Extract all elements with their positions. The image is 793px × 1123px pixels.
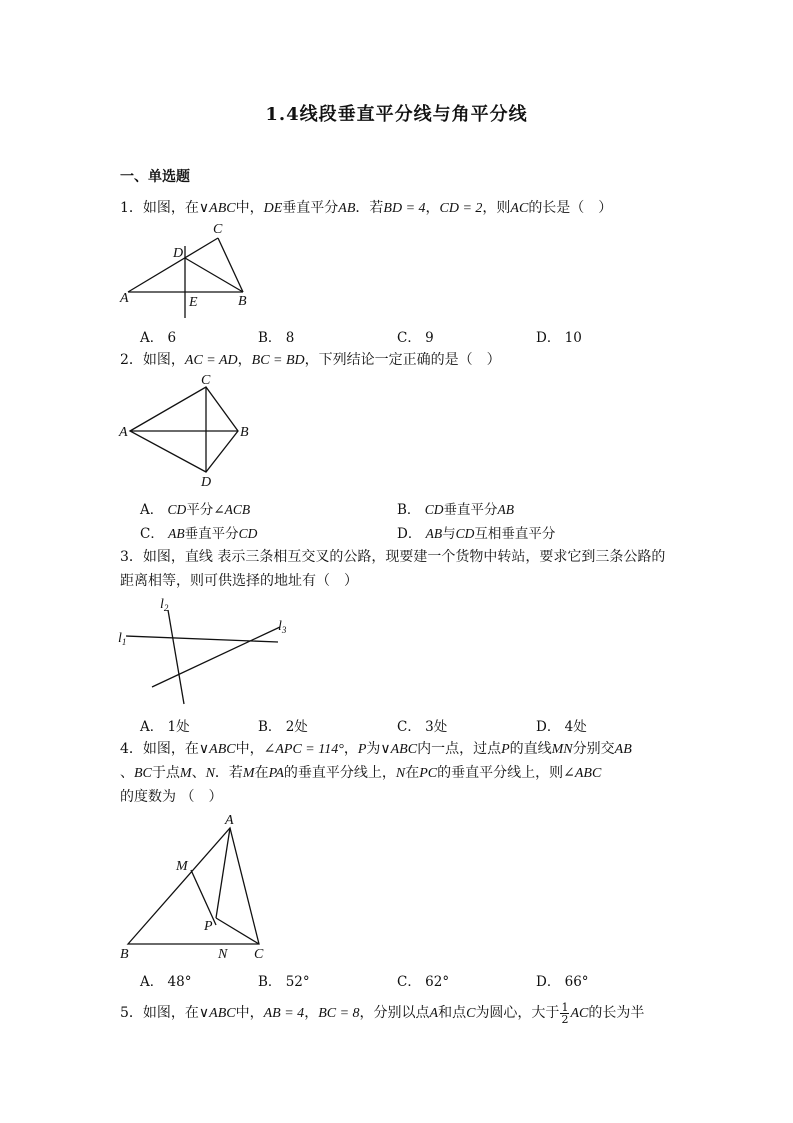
question-2-stem [120,348,501,373]
math-expr: A [429,1006,439,1021]
stem-text: 如图，在 [142,200,199,216]
label-e: E [189,295,198,310]
line-l3 [152,627,280,687]
math-expr: AB [338,201,356,216]
stem-text: ，则 [482,200,511,216]
stem-text: ， [425,200,440,216]
math-expr: DE [263,201,283,216]
stem-text: 的垂直平分线上，则 [437,765,564,781]
math-expr: ∨ABC [198,1006,236,1021]
stem-text: 如图，直线 表示三条相互交叉的公路，现要建一个货物中转站，要求它到三条公路的距离相等，则可供选择的地址有（ ） [120,549,666,589]
label-c: C [201,373,211,388]
label-m: M [176,859,188,874]
question-4-figure [116,810,276,966]
math-expr: M [242,766,255,781]
option-d[interactable]: D． 10 [536,330,582,346]
line-l2 [168,610,184,704]
option-b[interactable]: B． CD垂直平分AB [397,502,514,518]
question-5-stem [120,1001,644,1026]
math-expr: AB [614,742,632,757]
stem-text: ， [304,1005,319,1021]
math-expr: CD = 2 [439,201,483,216]
label-b: B [120,947,129,962]
question-number: 5． [120,1005,143,1021]
option-c[interactable]: C． 9 [397,330,434,346]
math-expr: BC = BD [251,353,305,368]
stem-text: 的长是（ ） [528,200,613,216]
option-c[interactable]: C． AB垂直平分CD [140,526,258,542]
stem-text: 为 [366,741,381,757]
math-expr: P [357,742,367,757]
math-expr: ∨ABC [198,201,236,216]
stem-text: ．若 [214,765,243,781]
option-b[interactable]: B． 52° [258,974,310,990]
math-expr: AC = AD [184,353,238,368]
label-n: N [218,947,228,962]
math-expr: ∨ABC [198,742,236,757]
option-c[interactable]: C． 62° [397,974,450,990]
question-number: 2． [120,352,143,368]
label-a: A [225,813,234,828]
quadrilateral-acbd [130,387,238,472]
label-c: C [254,947,264,962]
label-a: A [119,425,128,440]
segment-db [185,258,243,292]
math-expr: AB = 4 [263,1006,305,1021]
stem-text: 内一点，过点 [417,741,502,757]
math-expr: AC [510,201,529,216]
stem-text: 、 [191,765,206,781]
label-b: B [240,425,249,440]
question-1-stem [120,196,612,221]
question-number: 1． [120,200,143,216]
section-heading: 一、单选题 [120,169,190,185]
stem-text: 在 [254,765,269,781]
stem-text: 中， [235,200,264,216]
label-l3: $l_3$ [278,619,287,635]
label-d: D [201,475,212,490]
math-expr: PA [268,766,284,781]
option-a[interactable]: A． 6 [140,330,177,346]
label-a: A [120,291,129,306]
math-expr: BC = 8 [318,1006,360,1021]
question-3-stem [120,545,668,593]
math-expr: BD = 4 [383,201,426,216]
document-title: 1.4线段垂直平分线与角平分线 [265,104,528,125]
label-p: P [204,919,213,934]
math-expr: ∨ABC [380,742,418,757]
stem-text: 的长为半 [588,1005,645,1021]
math-expr: N [205,766,215,781]
stem-text: 中， [235,741,264,757]
stem-text: 的直线 [509,741,552,757]
stem-text: 在 [405,765,420,781]
question-4-stem-line-2 [120,761,601,786]
stem-text: 分别交 [572,741,615,757]
option-d[interactable]: D． AB与CD互相垂直平分 [397,526,556,542]
question-4-stem-line-3: 的度数为 （ ） [120,789,223,805]
segment-mn [191,870,216,925]
stem-text: ．若 [355,200,384,216]
stem-text: 、 [120,765,134,781]
option-a[interactable]: A． 48° [140,974,192,990]
stem-text: 垂直平分 [282,200,339,216]
stem-text: 中， [235,1005,264,1021]
math-expr: ∠ABC [563,766,602,781]
label-b: B [238,294,247,309]
stem-text: 和点 [438,1005,467,1021]
math-expr: N [395,766,406,781]
fraction-one-half: $\frac{1}{2}$ [561,1000,569,1026]
option-a[interactable]: A． CD平分∠ACB [140,502,251,518]
question-number: 4． [120,741,143,757]
question-1-figure [118,220,258,320]
segment-cb [218,238,243,292]
math-expr: PC [419,766,438,781]
stem-text: 如图，在 [142,741,199,757]
stem-text: ， [343,741,358,757]
stem-text: ，分别以点 [359,1005,430,1021]
stem-text: ， [237,352,252,368]
stem-text: 为圆心，大于 [475,1005,560,1021]
math-expr: BC [134,766,152,781]
stem-text: ，下列结论一定正确的是（ ） [304,352,501,368]
math-expr: ∠APC = 114° [263,742,344,757]
stem-text: 如图， [142,352,185,368]
option-d[interactable]: D． 4处 [536,719,587,735]
stem-text: 于点 [151,765,180,781]
label-l1: $l_1$ [118,631,127,647]
question-3-figure [116,594,296,710]
label-d: D [173,246,184,261]
question-number: 3． [120,549,143,565]
math-expr: AC [570,1006,589,1021]
stem-text: 的垂直平分线上， [283,765,396,781]
triangle-abc [128,828,259,944]
label-c: C [213,222,223,237]
option-b[interactable]: B． 8 [258,330,295,346]
label-l2: $l_2$ [160,597,169,613]
segment-pc [216,918,259,944]
math-expr: C [466,1006,476,1021]
question-4-stem-line-1 [120,737,632,762]
math-expr: M [179,766,192,781]
question-2-figure [118,372,258,492]
option-b[interactable]: B． 2处 [258,719,308,735]
math-expr: MN [551,742,573,757]
math-expr: P [501,742,510,757]
option-d[interactable]: D． 66° [536,974,589,990]
stem-text: 如图，在 [142,1005,199,1021]
option-a[interactable]: A． 1处 [140,719,190,735]
option-c[interactable]: C． 3处 [397,719,448,735]
